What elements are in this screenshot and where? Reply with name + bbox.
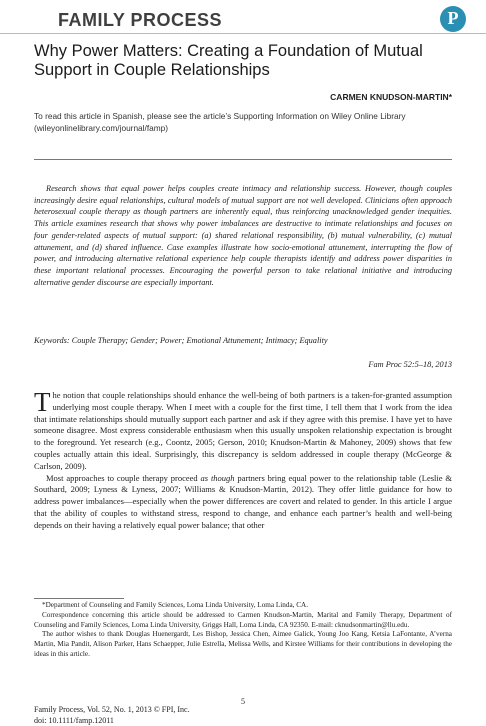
drop-cap: T	[34, 387, 51, 417]
footnote-affiliation: *Department of Counseling and Family Sciences, Loma Linda University, Loma Linda, CA.	[42, 601, 309, 609]
journal-volume-line: Family Process, Vol. 52, No. 1, 2013 © FPI, Inc.	[34, 705, 190, 714]
body-paragraph-1-text: he notion that couple relationships should enhance the well-being of both partners is a taken-for-granted assumption underlying most couple therapy. When I meet with a couple for the first time, I tell them that I work from the idea that intimate relationships should mutually support each partner and ask if they agree with this premise. I have yet to have someone disagree. Most express considerable enthusiasm when this usually unspoken relationship expectation is brought to the foreground. Yet research (e.g., Coontz, 2005; Gerson, 2010; Knudson-Martin & Mahoney, 2009) shows that few couples actually attain this ideal. Surprisingly, this discrepancy is seldom addressed in couple therapy (McGeorge & Carlson, 2009).	[34, 390, 452, 471]
footnote-acknowledgements: The author wishes to thank Douglas Huenergardt, Les Bishop, Jessica Chen, Aimee Galick, Young Joo Kang, Ketsia LaFontante, A’verna Martin, Mia Pandit, Alison Parker, Hans Schaepper, Julie Estrella, Melissa Wells, and Kirstee Williams for their contributions in developing the ideas in this article.	[34, 630, 452, 658]
spanish-version-note: To read this article in Spanish, please see the article’s Supporting Information on Wiley Online Library (wileyonlinelibrary.com/journal/famp)	[34, 111, 406, 133]
abstract	[34, 183, 452, 288]
abstract-text: Research shows that equal power helps couples create intimacy and relationship success. However, though couples increasingly desire equal relationships, cultural models of mutual support are not well developed. Clinicians often approach heterosexual couple therapy as though partners are inherently equal, thus reinforcing unacknowledged gender inequities. This article examines research that shows why power imbalances are destructive to intimate relationships and focuses on four gender-related aspects of mutual support: (a) shared relational responsibility, (b) mutual vulnerability, (c) mutual attunement, and (d) shared influence. Case examples illustrate how socio-emotional attunement, interrupting the flow of power, and introducing alternative relational experience help couple therapists identify and address power disparities in these important relational processes. Encouraging the powerful person to take relational initiative and introducing alternative gender discourse are especially important.	[34, 184, 452, 287]
doi-line: doi: 10.1111/famp.12011	[34, 716, 114, 725]
keywords: Keywords: Couple Therapy; Gender; Power; Emotional Attunement; Intimacy; Equality	[34, 336, 328, 345]
article-title: Why Power Matters: Creating a Foundation of Mutual Support in Couple Relationships	[34, 42, 423, 79]
body-paragraph-2-text-b: partners bring equal power to the relationship table (Leslie & Southard, 2009; Lyness & Lyness, 2007; Williams & Knudson-Martin, 2012). They offer little guidance for how to address power imbalances—especially when the power differences are covert and related to gender. In this article I argue that the ability of couples to withstand stress, respond to change, and enhance each partner’s health and well-being depends on their having a relatively equal power balance; that other	[34, 472, 452, 530]
article-citation: Fam Proc 52:5–18, 2013	[368, 360, 452, 369]
journal-logo-letter: P	[447, 8, 459, 28]
header-divider	[0, 33, 486, 34]
footnote-divider	[34, 598, 124, 599]
page-number: 5	[241, 697, 245, 706]
abstract-divider	[34, 159, 452, 160]
journal-logo-icon	[440, 6, 466, 32]
body-paragraph-1	[34, 387, 452, 473]
article-body	[34, 387, 452, 532]
journal-header	[0, 0, 486, 34]
body-paragraph-2-text-a: Most approaches to couple therapy proceed	[46, 472, 201, 483]
footnote-correspondence: Correspondence concerning this article should be addressed to Carmen Knudson-Martin, Marital and Family Therapy, Department of Counseling and Family Sciences, Loma Linda University, Griggs Hall, Loma Linda, CA 92350. E-mail: cknudsonmartin@llu.edu.	[34, 610, 452, 629]
body-paragraph-2-emphasis: as though	[200, 472, 235, 483]
article-author: CARMEN KNUDSON-MARTIN*	[330, 92, 452, 102]
body-paragraph-2	[34, 473, 452, 532]
journal-info	[34, 704, 334, 726]
footnotes	[34, 601, 452, 660]
journal-name: FAMILY PROCESS	[58, 10, 223, 30]
